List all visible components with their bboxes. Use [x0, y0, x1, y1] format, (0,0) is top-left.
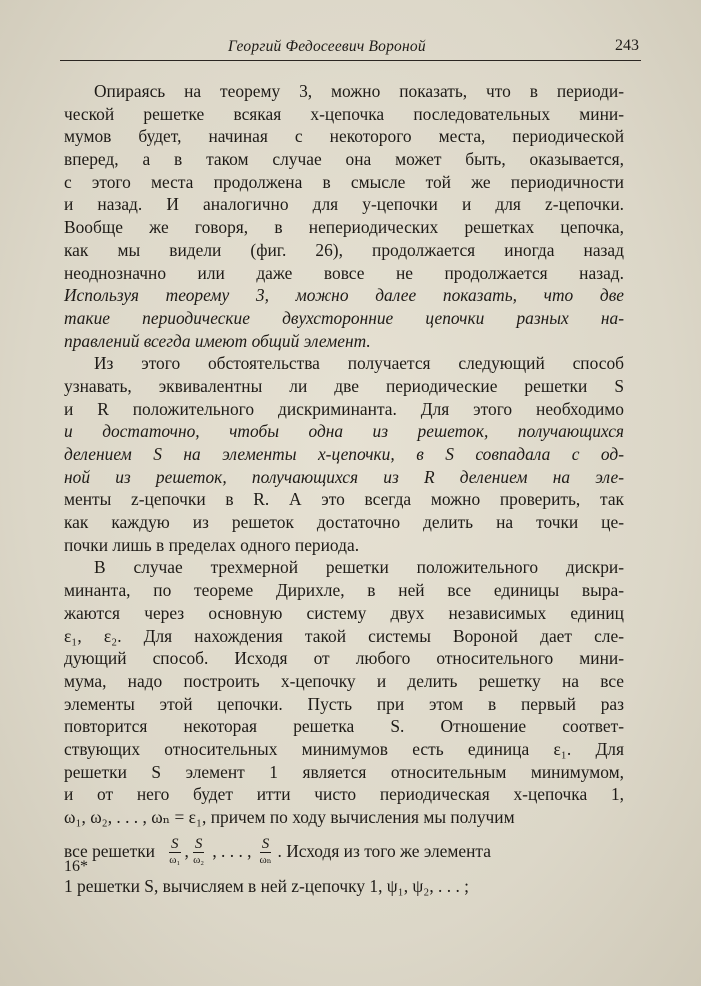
signature-mark: 16*	[64, 858, 88, 875]
text-line: узнавать, эквивалентны ли две периодические решетки S	[64, 375, 624, 396]
fraction	[260, 837, 272, 867]
text-line: менты z-цепочки в R. А это всегда можно проверить, так	[64, 489, 624, 510]
text-line: с этого места продолжена в смысле той же периодичности	[64, 171, 624, 192]
text-line: мумов будет, начиная с некоторого места, периодической	[64, 126, 624, 147]
fraction-denominator: ω₁	[169, 853, 181, 866]
text-line: и достаточно, чтобы одна из решеток, получающихся	[64, 421, 624, 442]
fraction-line	[64, 829, 624, 875]
text-line: мума, надо построить x-цепочку и делить решетку на все	[64, 670, 624, 691]
text-line: правлений всегда имеют общий элемент.	[64, 330, 371, 351]
text-line: как каждую из решеток достаточно делить на точки це-	[64, 512, 624, 533]
text-line: Используя теорему 3, можно далее показать, что две	[64, 285, 624, 306]
text-line: решетки S элемент 1 является относительным минимумом,	[64, 761, 624, 782]
text-line: и назад. И аналогично для y-цепочки и для z-цепочки.	[64, 194, 624, 215]
text-line: почки лишь в пределах одного периода.	[64, 534, 360, 555]
text-line: Из этого обстоятельства получается следующий способ	[94, 353, 624, 374]
text-line: такие периодические двухсторонние цепочки разных на-	[64, 307, 624, 328]
text-line: ческой решетке всякая x-цепочка последовательных мини-	[64, 103, 624, 124]
fraction-numerator: S	[171, 835, 179, 852]
fraction-numerator: S	[261, 835, 270, 852]
text-line: как мы видели (фиг. 26), продолжается иногда назад	[64, 239, 624, 260]
text-line: В случае трехмерной решетки положительного дискри-	[94, 557, 624, 578]
text-line: вперед, а в таком случае она может быть, оказывается,	[64, 149, 624, 170]
text-line: дующий способ. Исходя от любого относительного мини-	[64, 648, 624, 669]
text-line: и от него будет итти чисто периодическая x-цепочка 1,	[64, 784, 624, 805]
text-line: делением S на элементы x-цепочки, в S совпадала с од-	[64, 444, 624, 464]
page-number: 243	[615, 37, 639, 54]
fraction-line-prefix: все решетки	[64, 841, 155, 862]
text-line: повторится некоторая решетка S. Отношение соответ-	[64, 716, 624, 737]
text-line: Опираясь на теорему 3, можно показать, что в периоди-	[94, 81, 624, 101]
fraction-ellipsis: , . . . ,	[212, 841, 252, 862]
text-line: и R положительного дискриминанта. Для этого необходимо	[64, 398, 624, 419]
running-header	[60, 38, 641, 61]
fraction	[193, 837, 205, 867]
text-line: ствующих относительных минимумов есть единица ε₁. Для	[64, 738, 624, 759]
text-line: неоднозначно или даже вовсе не продолжается назад.	[64, 262, 624, 283]
running-header-author: Георгий Федосеевич Вороной	[228, 38, 426, 55]
closing-line: 1 решетки S, вычисляем в ней z-цепочку 1, ψ₁, ψ₂, . . . ;	[64, 875, 469, 896]
text-line: ной из решеток, получающихся из R делением на эле-	[64, 466, 624, 487]
text-line: жаются через основную систему двух независимых единиц	[64, 602, 624, 623]
fraction-denominator: ωₙ	[259, 853, 272, 866]
text-line: Вообще же говоря, в непериодических решетках цепочка,	[64, 217, 624, 238]
text-line: элементы этой цепочки. Пусть при этом в первый раз	[64, 693, 624, 714]
page-body	[64, 80, 624, 897]
text-line: ω₁, ω₂, . . . , ωₙ = ε₁, причем по ходу вычисления мы получим	[64, 807, 515, 827]
fraction	[169, 837, 181, 867]
fraction-numerator: S	[194, 835, 203, 852]
fraction-line-suffix: . Исходя из того же элемента	[277, 841, 491, 862]
text-line: минанта, по теореме Дирихле, в ней все единицы выра-	[64, 580, 624, 601]
fraction-denominator: ω₂	[193, 853, 205, 866]
text-line: ε₁, ε₂. Для нахождения такой системы Вороной дает сле-	[64, 625, 624, 646]
comma: ,	[184, 841, 189, 862]
